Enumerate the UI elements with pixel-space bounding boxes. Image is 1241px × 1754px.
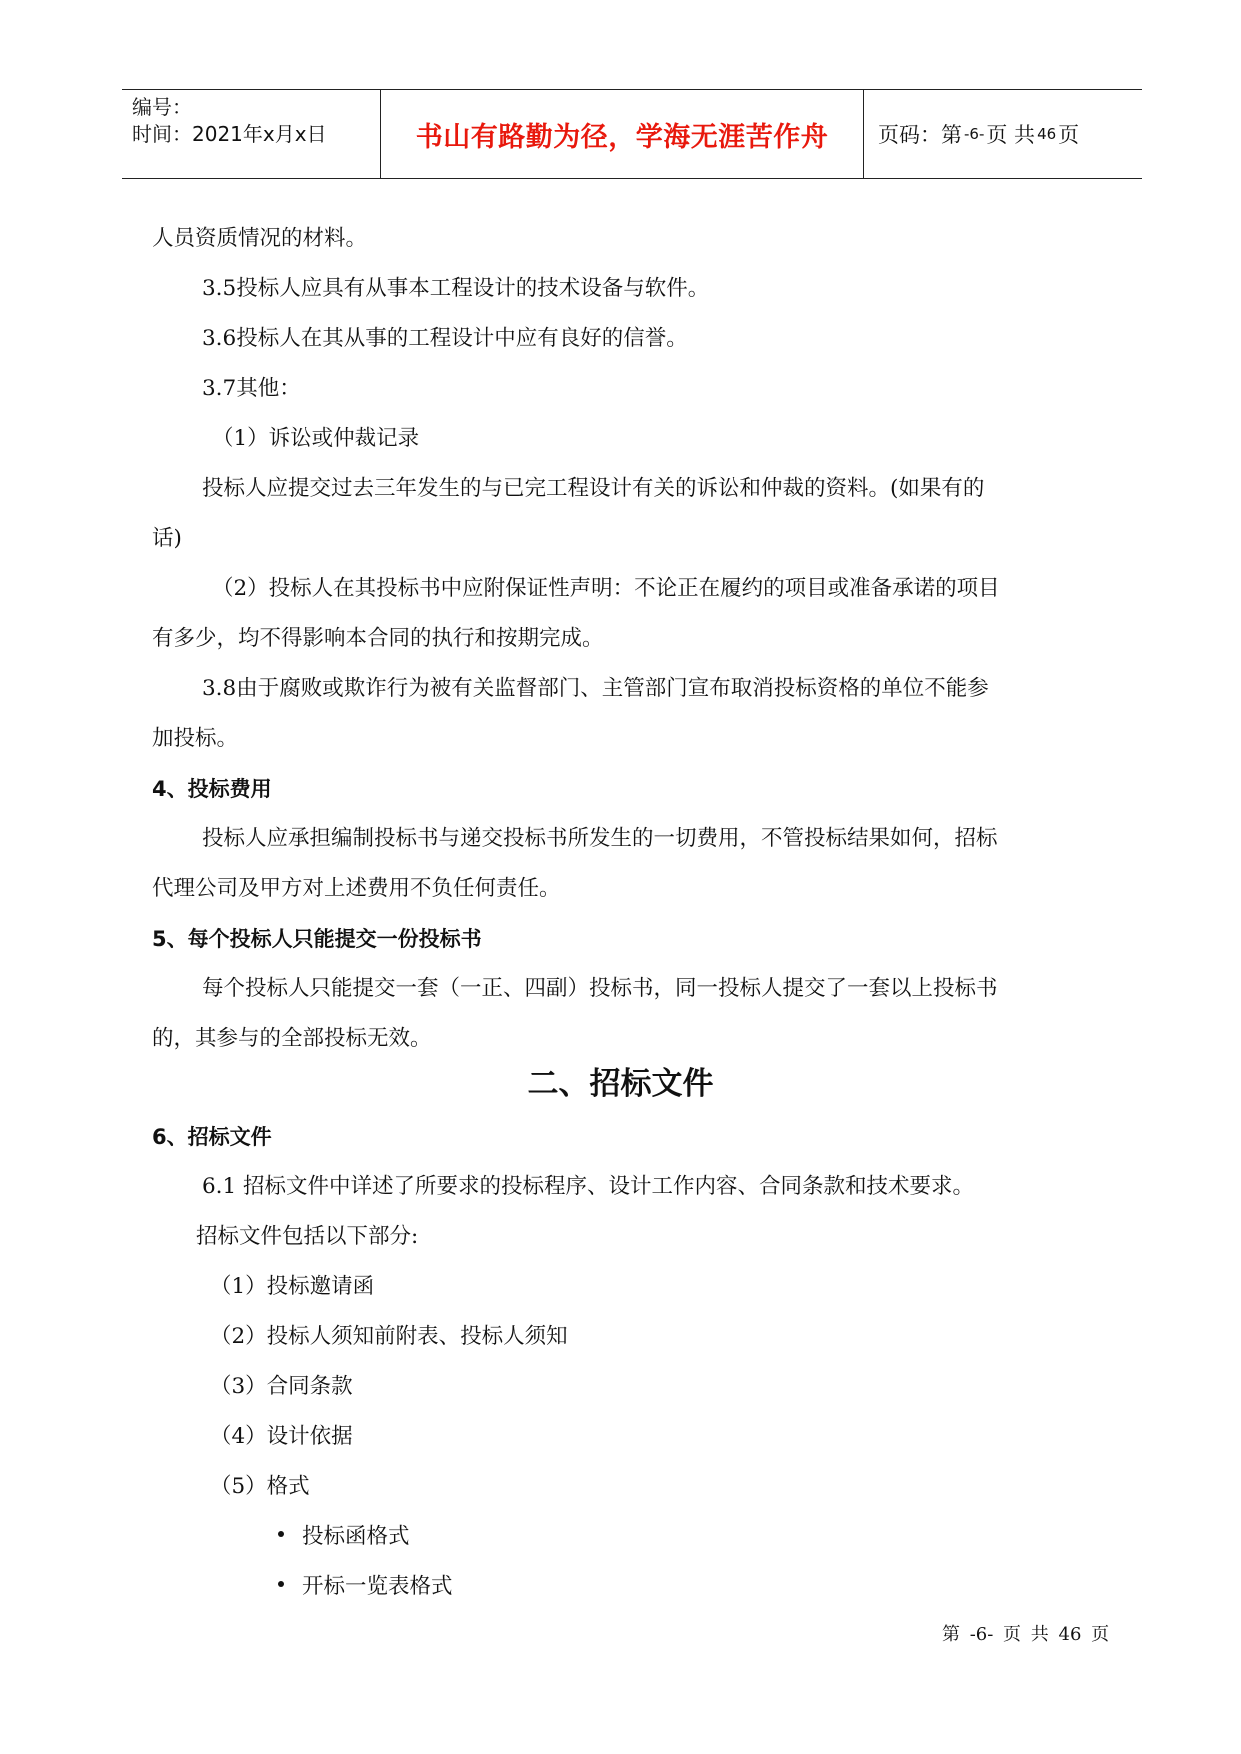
page-header [122, 89, 1142, 179]
heading-6: 6、招标文件 [152, 1125, 272, 1149]
body-line: 3.6投标人在其从事的工程设计中应有良好的信誉。 [202, 326, 688, 351]
list-item: （2）投标人须知前附表、投标人须知 [210, 1324, 568, 1349]
body-line: 6.1 招标文件中详述了所要求的投标程序、设计工作内容、合同条款和技术要求。 [202, 1174, 975, 1199]
body-line: 每个投标人只能提交一套（一正、四副）投标书，同一投标人提交了一套以上投标书 [202, 976, 998, 1001]
body-line: 人员资质情况的材料。 [152, 226, 368, 251]
section-title: 二、招标文件 [527, 1066, 714, 1102]
body-line: 加投标。 [152, 726, 239, 751]
list-item: （3）合同条款 [210, 1374, 353, 1399]
page-suffix: 页 [1058, 123, 1080, 147]
body-line: 有多少，均不得影响本合同的执行和按期完成。 [152, 626, 604, 651]
body-line: （1）诉讼或仲裁记录 [212, 426, 420, 451]
bullet-icon [278, 1531, 284, 1537]
body-line: 3.5投标人应具有从事本工程设计的技术设备与软件。 [202, 276, 710, 301]
body-line: 话) [152, 526, 182, 551]
document-number-label: 编号： [132, 95, 192, 119]
header-meta [122, 90, 380, 178]
page-total: 46 [1037, 125, 1057, 143]
body-line: 投标人应提交过去三年发生的与已完工程设计有关的诉讼和仲裁的资料。(如果有的 [202, 476, 985, 501]
header-motto: 书山有路勤为径，学海无涯苦作舟 [380, 90, 864, 178]
heading-5: 5、每个投标人只能提交一份投标书 [152, 927, 482, 951]
document-time: 时间：2021年x月x日 [132, 122, 327, 146]
page-prefix: 页码：第 [878, 123, 962, 147]
body-line: 的，其参与的全部投标无效。 [152, 1026, 432, 1051]
list-item: （4）设计依据 [210, 1424, 353, 1449]
list-item: （5）格式 [210, 1474, 310, 1499]
body-line: 3.7其他： [202, 376, 301, 401]
body-line: 招标文件包括以下部分: [196, 1224, 419, 1249]
page-mid: 页 共 [986, 123, 1036, 147]
header-page-info [864, 90, 1142, 178]
body-line: 投标人应承担编制投标书与递交投标书所发生的一切费用，不管投标结果如何，招标 [202, 826, 998, 851]
page-number: -6- [964, 125, 985, 143]
bullet-icon [278, 1581, 284, 1587]
body-line: 3.8由于腐败或欺诈行为被有关监督部门、主管部门宣布取消投标资格的单位不能参 [202, 676, 989, 701]
list-item: （1）投标邀请函 [210, 1274, 375, 1299]
body-line: 代理公司及甲方对上述费用不负任何责任。 [152, 876, 561, 901]
bullet-item: 开标一览表格式 [302, 1574, 453, 1599]
bullet-item: 投标函格式 [302, 1524, 410, 1549]
body-line: （2）投标人在其投标书中应附保证性声明：不论正在履约的项目或准备承诺的项目 [212, 576, 1000, 601]
heading-4: 4、投标费用 [152, 777, 272, 801]
page-footer: 第 -6- 页 共 46 页 [942, 1624, 1110, 1645]
